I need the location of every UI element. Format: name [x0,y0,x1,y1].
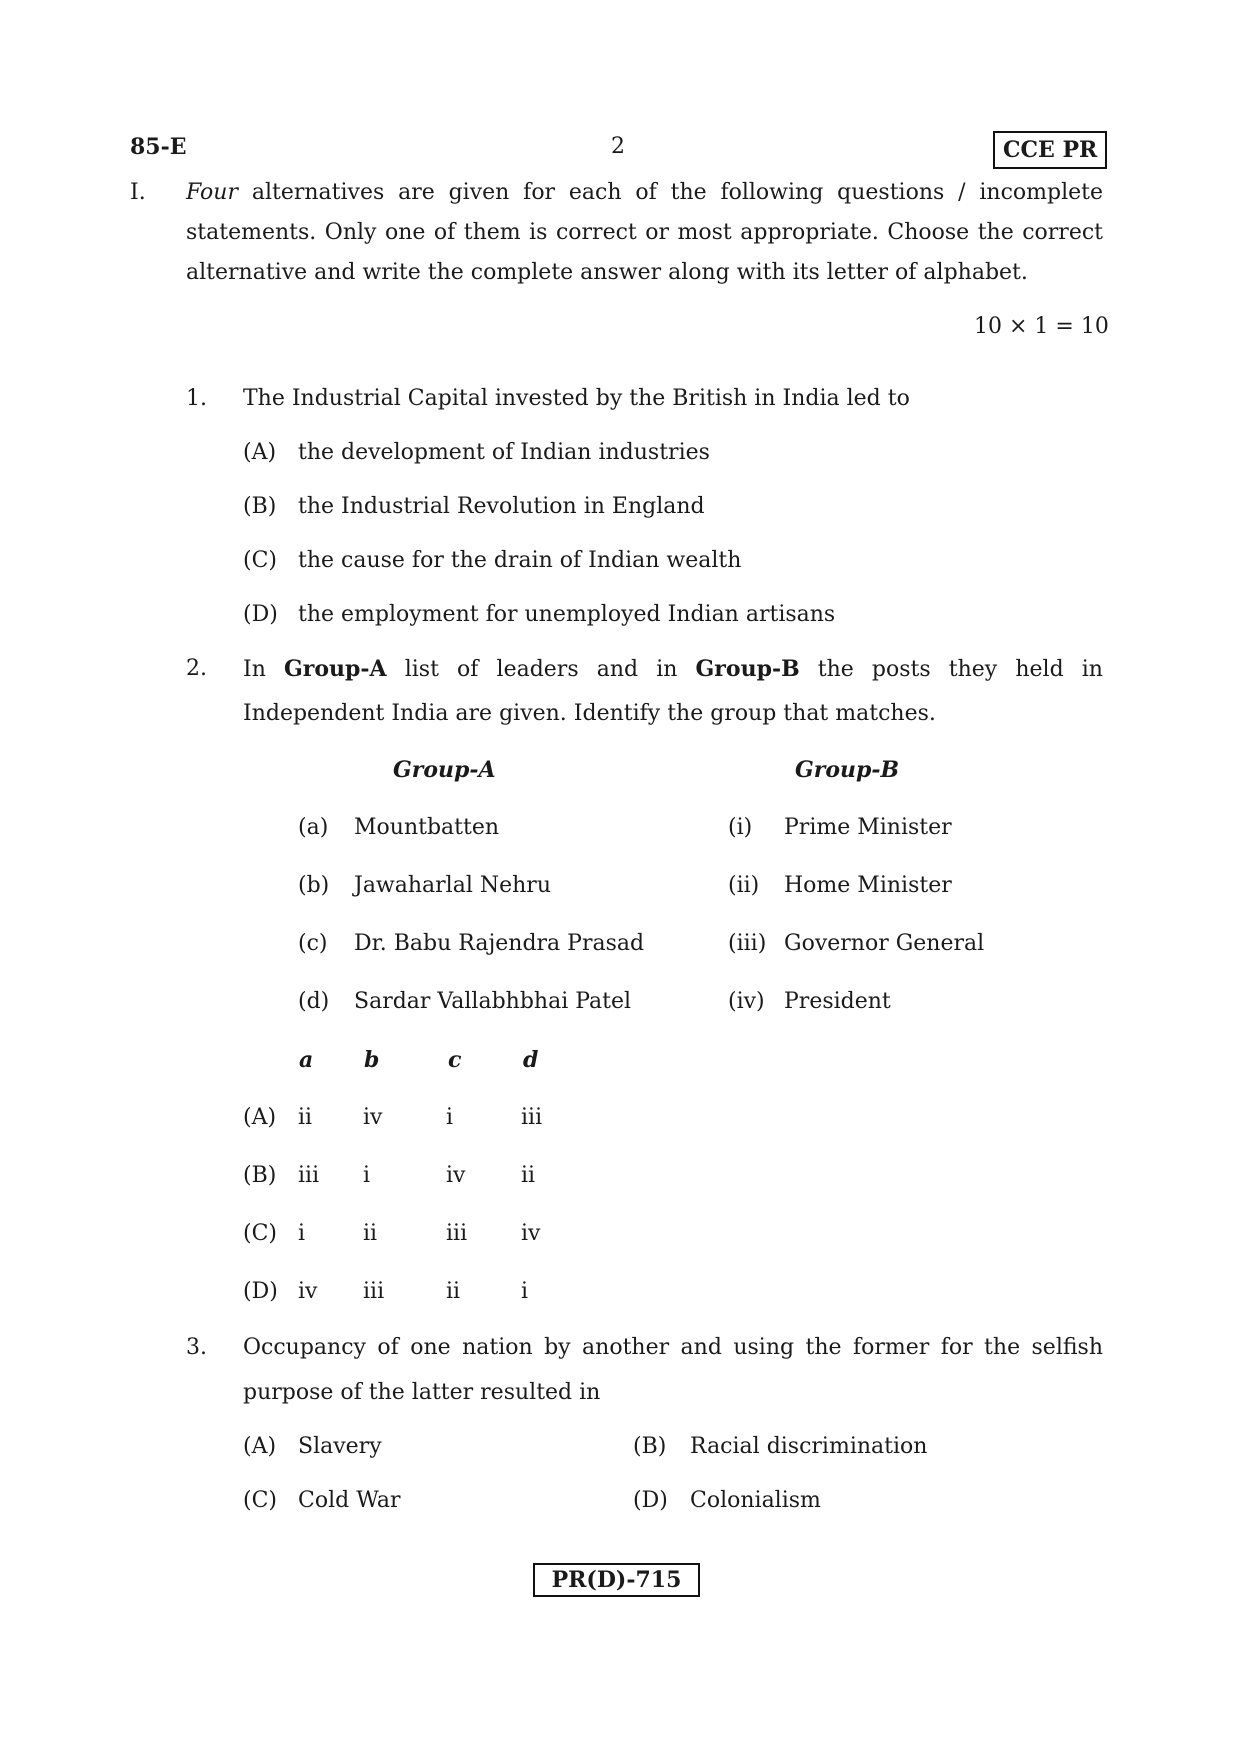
footer-paper-code: PR(D)-715 [533,1563,700,1597]
q2-option-d-value-c: ii [446,1279,461,1304]
q3-option-a-letter: (A) [243,1434,277,1459]
group-a-label: (a) [298,815,329,840]
q3-option-d-text: Colonialism [690,1488,821,1513]
q2-option-c-letter: (C) [243,1221,277,1246]
cce-pr-badge: CCE PR [993,131,1107,169]
q2-mid-text: list of leaders and in [404,657,678,682]
q2-option-b-value-b: i [363,1163,371,1188]
q2-option-d-value-d: i [521,1279,529,1304]
q2-group-b-ref: Group-B [695,656,800,682]
q3-option-a-text: Slavery [298,1434,382,1459]
group-a-label: (c) [298,931,328,956]
question-1-text: The Industrial Capital invested by the British in India led to [243,386,910,411]
q2-option-c-value-a: i [298,1221,306,1246]
q1-option-c-text: the cause for the drain of Indian wealth [298,548,742,573]
q2-option-c-value-c: iii [446,1221,468,1246]
q1-option-a-letter: (A) [243,440,277,465]
group-a-heading: Group-A [393,757,496,783]
answer-col-header-a: a [299,1047,314,1073]
paper-code: 85-E [130,134,187,160]
q2-option-a-value-a: ii [298,1105,313,1130]
q3-option-b-text: Racial discrimination [690,1434,928,1459]
marks-allocation: 10 × 1 = 10 [974,314,1109,339]
page-number: 2 [611,134,625,159]
instruction-emphasis: Four [186,180,238,205]
group-b-label: (ii) [728,873,760,898]
question-2-number: 2. [186,656,207,681]
q1-option-d-text: the employment for unemployed Indian artisans [298,602,836,627]
q2-option-b-value-d: ii [521,1163,536,1188]
group-b-item: Home Minister [784,873,952,898]
q2-option-d-letter: (D) [243,1279,278,1304]
group-a-item: Jawaharlal Nehru [354,873,551,898]
q2-option-c-value-d: iv [521,1221,541,1246]
q2-word-in: In [243,657,266,682]
group-a-item: Mountbatten [354,815,500,840]
q3-option-d-letter: (D) [633,1488,668,1513]
answer-col-header-d: d [523,1047,539,1073]
q3-option-c-text: Cold War [298,1488,401,1513]
q1-option-b-text: the Industrial Revolution in England [298,494,705,519]
answer-col-header-c: c [448,1047,462,1073]
question-2-line-1 [243,656,1103,682]
q1-option-c-letter: (C) [243,548,277,573]
instruction-line-1 [186,180,1103,205]
question-1-number: 1. [186,386,207,411]
q1-option-d-letter: (D) [243,602,278,627]
group-a-item: Sardar Vallabhbhai Patel [354,989,632,1014]
q1-option-a-text: the development of Indian industries [298,440,710,465]
instruction-line-3: alternative and write the complete answer along with its letter of alphabet. [186,260,1028,285]
group-b-heading: Group-B [795,757,900,783]
question-2-line-2: Independent India are given. Identify the group that matches. [243,701,936,726]
instruction-line-2: statements. Only one of them is correct or most appropriate. Choose the correct [186,220,1103,245]
q2-option-d-value-a: iv [298,1279,318,1304]
question-3-line-2: purpose of the latter resulted in [243,1380,601,1405]
q2-option-d-value-b: iii [363,1279,385,1304]
group-a-label: (b) [298,873,330,898]
answer-col-header-b: b [364,1047,380,1073]
q2-end-text: the posts they held in [817,657,1103,682]
group-b-label: (iv) [728,989,765,1014]
q2-option-a-value-c: i [446,1105,454,1130]
question-3-number: 3. [186,1335,207,1360]
group-b-item: Prime Minister [784,815,952,840]
q2-option-b-value-a: iii [298,1163,320,1188]
q2-option-a-letter: (A) [243,1105,277,1130]
q2-option-a-value-d: iii [521,1105,543,1130]
group-b-item: Governor General [784,931,985,956]
q3-option-c-letter: (C) [243,1488,277,1513]
q2-option-b-value-c: iv [446,1163,466,1188]
section-number: I. [130,180,146,205]
q2-group-a-ref: Group-A [283,656,387,682]
q2-option-a-value-b: iv [363,1105,383,1130]
q3-option-b-letter: (B) [633,1434,667,1459]
instruction-line-1-rest: alternatives are given for each of the following questions / incomplete [251,180,1103,205]
q2-option-c-value-b: ii [363,1221,378,1246]
question-3-line-1: Occupancy of one nation by another and using the former for the selfish [243,1335,1103,1360]
group-a-label: (d) [298,989,330,1014]
group-b-label: (iii) [728,931,767,956]
group-b-label: (i) [728,815,753,840]
group-b-item: President [784,989,891,1014]
group-a-item: Dr. Babu Rajendra Prasad [354,931,645,956]
q2-option-b-letter: (B) [243,1163,277,1188]
q1-option-b-letter: (B) [243,494,277,519]
